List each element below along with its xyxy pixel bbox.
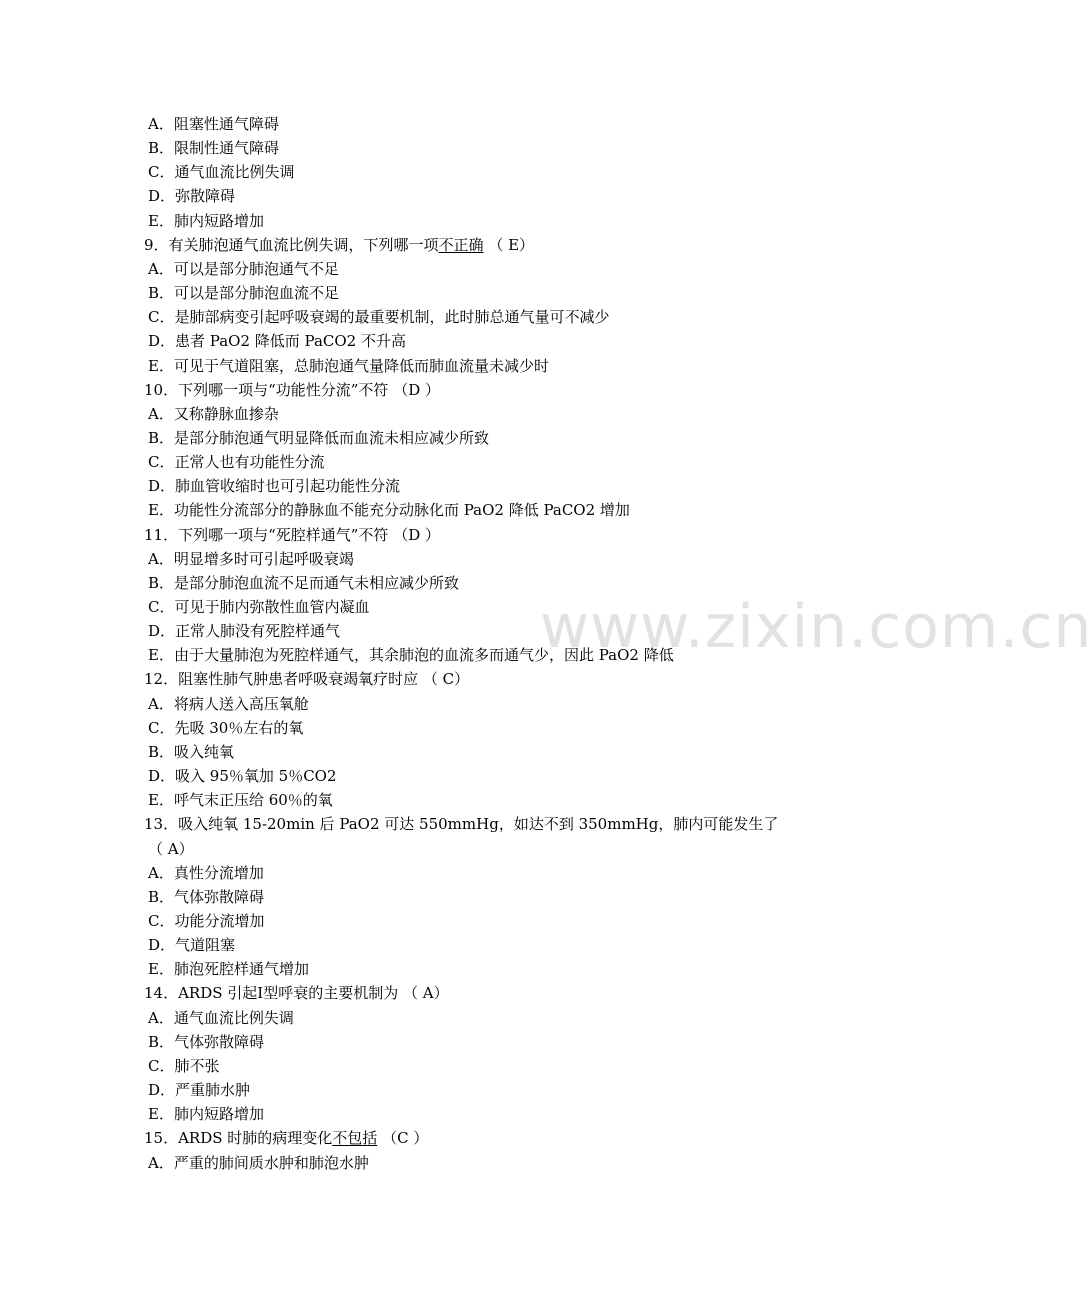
answer-continuation: （ A） [148, 839, 194, 858]
answer-option: C．肺不张 [148, 1056, 220, 1075]
answer-option: A．阻塞性通气障碍 [148, 115, 279, 133]
underlined-keyword: 不正确 [438, 235, 484, 254]
question-stem [144, 812, 778, 836]
answer-option: A．严重的肺间质水肿和肺泡水肿 [148, 1153, 369, 1172]
answer-option: D．严重肺水肿 [148, 1081, 251, 1099]
answer-option: D．肺血管收缩时也可引起功能性分流 [148, 477, 401, 496]
answer-option: C．可见于肺内弥散性血管内凝血 [148, 598, 370, 616]
question-text: 13．吸入纯氧 15-20min 后 PaO2 可达 550mmHg，如达不到 350mmHg，肺内可能发生了 [144, 815, 779, 834]
answer-option: A．明显增多时可引起呼吸衰竭 [148, 549, 354, 568]
answer-option: B．可以是部分肺泡血流不足 [148, 284, 340, 302]
answer-option: D．吸入 95％氧加 5％CO2 [148, 767, 337, 785]
question-stem [144, 981, 449, 1005]
underlined-keyword: 不包括 [332, 1129, 378, 1148]
question-text: 9．有关肺泡通气血流比例失调，下列哪一项 [144, 235, 439, 254]
question-stem [144, 523, 440, 547]
answer-option: A．真性分流增加 [148, 863, 264, 882]
question-text: 10．下列哪一项与“功能性分流”不符 （D ） [144, 380, 440, 399]
answer-option: E．肺泡死腔样通气增加 [148, 960, 309, 979]
answer-option: C．先吸 30％左右的氧 [148, 718, 304, 737]
answer-option: E．由于大量肺泡为死腔样通气，其余肺泡的血流多而通气少，因此 PaO2 降低 [148, 646, 674, 665]
answer-option: E．肺内短路增加 [148, 211, 264, 230]
watermark: www.zixin.com.cn [540, 592, 1092, 662]
question-text: （ E） [483, 235, 535, 254]
question-text: 12．阻塞性肺气肿患者呼吸衰竭氧疗时应 （ C） [144, 670, 470, 689]
question-stem [144, 1126, 428, 1150]
question-text: （C ） [377, 1129, 429, 1148]
answer-option: B．气体弥散障碍 [148, 887, 265, 906]
question-stem [144, 233, 534, 257]
answer-option: B．是部分肺泡通气明显降低而血流未相应减少所致 [148, 428, 490, 447]
question-text: 14．ARDS 引起Ⅰ型呼衰的主要机制为 （ A） [144, 984, 449, 1003]
answer-option: D．气道阻塞 [148, 936, 236, 955]
answer-option: D．患者 PaO2 降低而 PaCO2 不升高 [148, 332, 406, 351]
answer-option: E．功能性分流部分的静脉血不能充分动脉化而 PaO2 降低 PaCO2 增加 [148, 501, 630, 520]
answer-option: E．肺内短路增加 [148, 1105, 264, 1124]
answer-option: C．功能分流增加 [148, 911, 265, 930]
answer-option: B．气体弥散障碍 [148, 1032, 265, 1051]
question-stem [144, 378, 440, 402]
answer-option: C．是肺部病变引起呼吸衰竭的最重要机制，此时肺总通气量可不减少 [148, 308, 610, 327]
answer-option: A．通气血流比例失调 [148, 1008, 294, 1027]
answer-option: E．呼气末正压给 60％的氧 [148, 791, 333, 810]
answer-option: B．是部分肺泡血流不足而通气未相应减少所致 [148, 573, 460, 592]
answer-option: A．又称静脉血掺杂 [148, 404, 279, 423]
answer-option: D．弥散障碍 [148, 187, 236, 206]
answer-option: C．通气血流比例失调 [148, 163, 295, 182]
answer-option: C．正常人也有功能性分流 [148, 453, 325, 472]
answer-option: D．正常人肺没有死腔样通气 [148, 622, 341, 641]
question-stem [144, 667, 469, 691]
answer-option: A．可以是部分肺泡通气不足 [148, 259, 339, 278]
question-text: 15．ARDS 时肺的病理变化 [144, 1129, 333, 1148]
question-text: 11．下列哪一项与“死腔样通气”不符 （D ） [144, 525, 440, 544]
answer-option: A．将病人送入高压氧舱 [148, 694, 309, 713]
answer-option: B．吸入纯氧 [148, 742, 235, 761]
answer-option: E．可见于气道阻塞，总肺泡通气量降低而肺血流量未减少时 [148, 356, 549, 375]
answer-option: B．限制性通气障碍 [148, 139, 280, 158]
